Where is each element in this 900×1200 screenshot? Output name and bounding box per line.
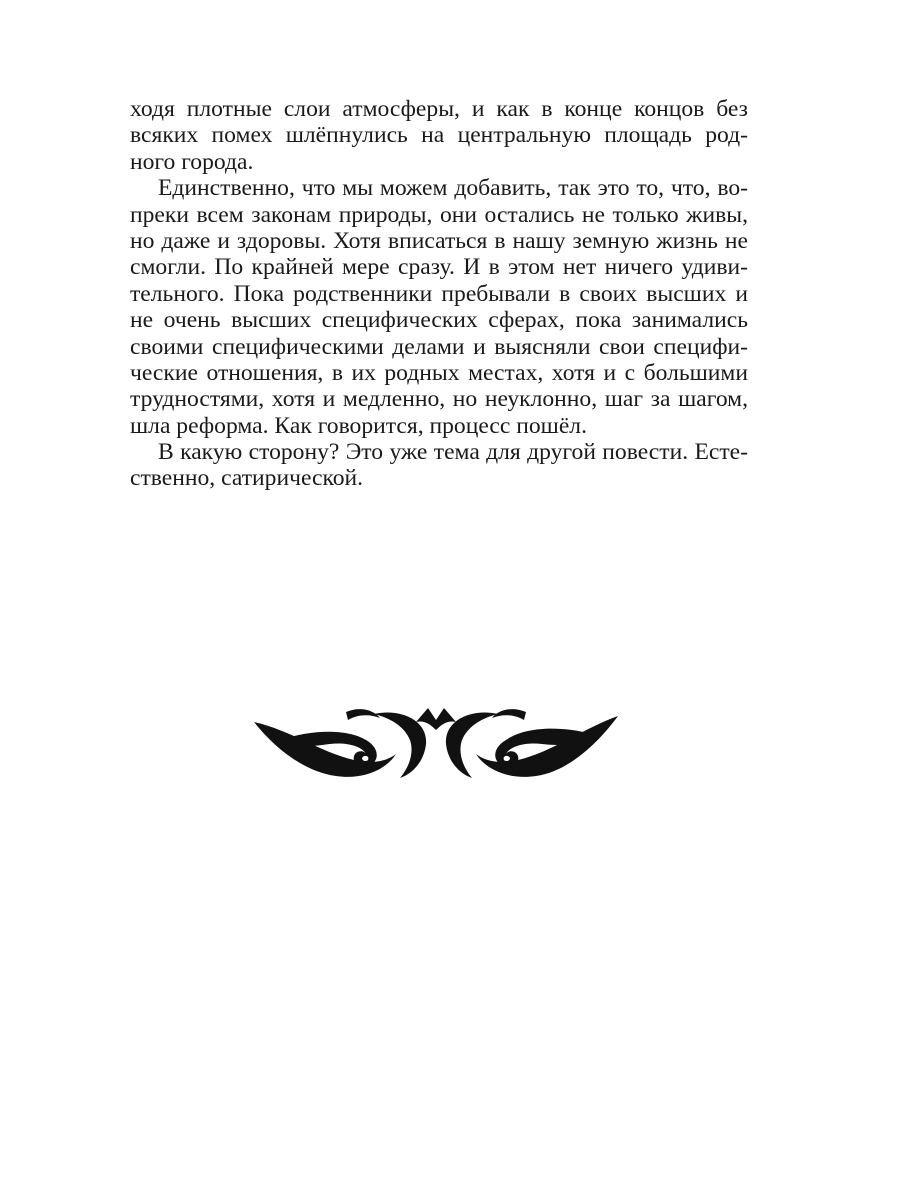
text-line: В какую сторону? Это уже тема для другой повести. Есте-: [158, 439, 748, 466]
text-line: своими специфическими делами и выясняли свои специфи-: [130, 333, 748, 360]
text-line: ственно, сатирической.: [130, 465, 364, 492]
body-text: [130, 96, 748, 492]
text-line: ческие отношения, в их родных местах, хотя и с большими: [130, 359, 748, 386]
text-line: не очень высших специфических сферах, пока занимались: [130, 307, 748, 334]
text-line: всяких помех шлёпнулись на центральную площадь род-: [130, 122, 748, 149]
text-line: но даже и здоровы. Хотя вписаться в нашу земную жизнь не: [130, 227, 748, 254]
text-line: ного города.: [130, 148, 254, 175]
tribal-ornament-icon: [250, 700, 622, 780]
text-line: трудностями, хотя и медленно, но неуклонно, шаг за шагом,: [130, 386, 748, 413]
text-line: преки всем законам природы, они остались не только живы,: [130, 201, 748, 228]
text-line: тельного. Пока родственники пребывали в своих высших и: [130, 280, 748, 307]
text-line: шла реформа. Как говорится, процесс пошёл.: [130, 412, 587, 439]
text-line: смогли. По крайней мере сразу. И в этом нет ничего удиви-: [130, 254, 748, 281]
text-line: ходя плотные слои атмосферы, и как в конце концов без: [130, 96, 748, 122]
text-line: Единственно, что мы можем добавить, так это то, что, во-: [158, 175, 748, 202]
